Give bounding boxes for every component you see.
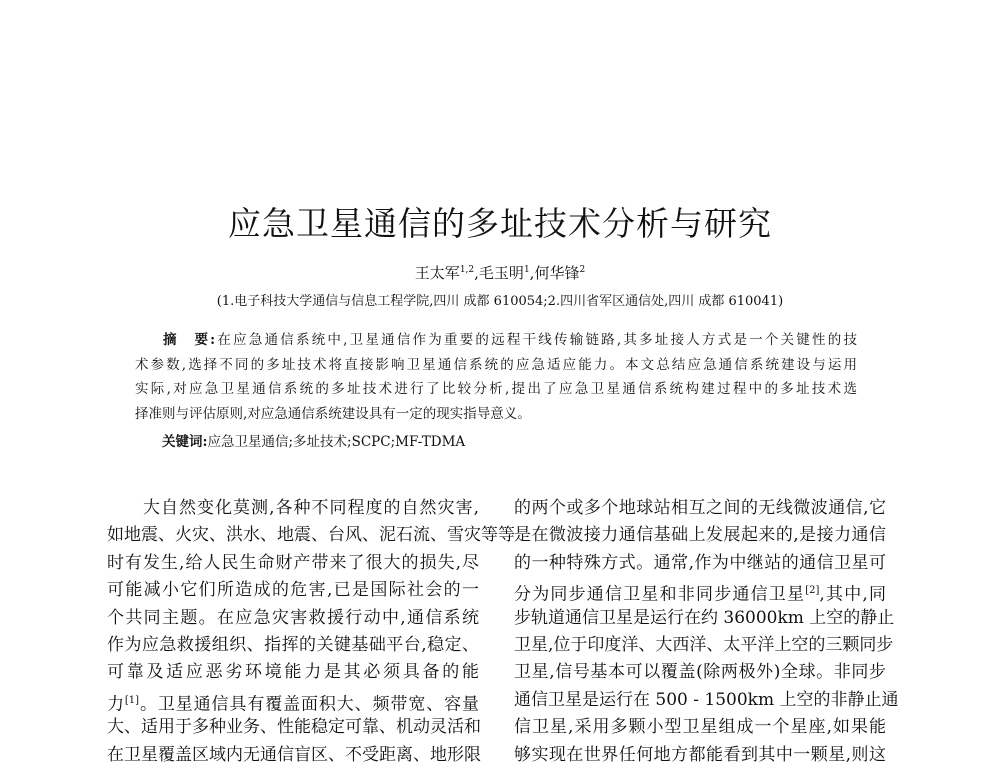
body-line: 够实现在世界任何地方都能看到其中一颗星,则这 — [514, 744, 886, 765]
author-name: 何华锋 — [534, 264, 580, 282]
affiliation: (1.电子科技大学通信与信息工程学院,四川 成都 610054;2.四川省军区通信处,四川 成都 610041) — [216, 294, 784, 309]
author-affiliation-mark: 1,2 — [459, 265, 475, 275]
abstract-text: 在应急通信系统中,卫星通信作为重要的远程干线传输链路,其多址接人方式是一个关键性的技 — [215, 332, 857, 348]
body-line: 的一种特殊方式。通常,作为中继站的通信卫星可 — [514, 552, 886, 573]
body-line — [514, 577, 886, 604]
author-affiliation-mark: 2 — [579, 265, 586, 275]
body-line: 的两个或多个地球站相互之间的无线微波通信,它 — [514, 498, 886, 518]
body-line: 大自然变化莫测,各种不同程度的自然灾害, — [143, 498, 479, 518]
citation-1: [1] — [124, 694, 140, 706]
abstract-line — [135, 328, 857, 353]
body-column-left — [107, 495, 515, 769]
body-line: 可靠及适应恶劣环境能力是其必须具备的能 — [107, 662, 479, 683]
author-separator: , — [529, 264, 535, 282]
author-name: 王太军 — [414, 264, 460, 282]
body-text: ,其中,同 — [819, 584, 887, 605]
body-line: 在卫星覆盖区域内无通信盲区、不受距离、地形限 — [107, 744, 481, 765]
abstract-line: 择准则与评估原则,对应急通信系统建设具有一定的现实指导意义。 — [135, 406, 531, 423]
body-line: 时有发生,给人民生命财产带来了很大的损失,尽 — [107, 552, 479, 573]
body-text: 。卫星通信具有覆盖面积大、频带宽、容量 — [139, 694, 480, 715]
body-line — [107, 687, 479, 714]
body-line: 通信卫星是运行在 500 - 1500km 上空的非静止通 — [514, 689, 899, 710]
body-line: 可能减小它们所造成的危害,已是国际社会的一 — [107, 580, 479, 601]
body-line: 卫星,位于印度洋、大西洋、太平洋上空的三颗同步 — [514, 634, 894, 655]
body-line: 作为应急救援组织、指挥的关键基础平台,稳定、 — [107, 634, 479, 655]
citation-2: [2] — [805, 585, 820, 597]
abstract — [135, 328, 857, 427]
author-name: 毛玉明 — [478, 264, 524, 282]
author-separator: , — [474, 264, 479, 282]
keywords-label: 关键词: — [162, 434, 208, 450]
author-list — [0, 262, 1000, 283]
body-column-right — [514, 495, 899, 769]
body-line: 卫星,信号基本可以覆盖(除两极外)全球。非同步 — [514, 662, 886, 683]
abstract-line: 实际,对应急卫星通信系统的多址技术进行了比较分析,提出了应急卫星通信系统构建过程中的多址技术选 — [135, 381, 857, 398]
abstract-line: 术参数,选择不同的多址技术将直接影响卫星通信系统的应急适应能力。本文总结应急通信系统建设与运用 — [135, 356, 857, 373]
author-affiliation-mark: 1 — [523, 265, 530, 275]
paper-title: 应急卫星通信的多址技术分析与研究 — [228, 204, 772, 243]
body-text: 分为同步通信卫星和非同步通信卫星 — [514, 584, 806, 605]
keywords — [162, 430, 465, 450]
body-line: 大、适用于多种业务、性能稳定可靠、机动灵活和 — [107, 717, 481, 738]
body-line: 是在微波接力通信基础上发展起来的,是接力通信 — [514, 525, 886, 546]
body-line: 步轨道通信卫星是运行在约 36000km 上空的静止 — [514, 607, 895, 628]
body-line: 个共同主题。在应急灾害救援行动中,通信系统 — [107, 607, 479, 628]
body-line: 如地震、火灾、洪水、地震、台风、泥石流、雪灾等等 — [107, 525, 515, 546]
body-text: 力 — [107, 694, 125, 715]
keywords-text: 应急卫星通信;多址技术;SCPC;MF-TDMA — [207, 434, 466, 450]
abstract-label: 摘 要: — [163, 332, 216, 348]
body-line: 信卫星,采用多颗小型卫星组成一个星座,如果能 — [514, 717, 886, 738]
